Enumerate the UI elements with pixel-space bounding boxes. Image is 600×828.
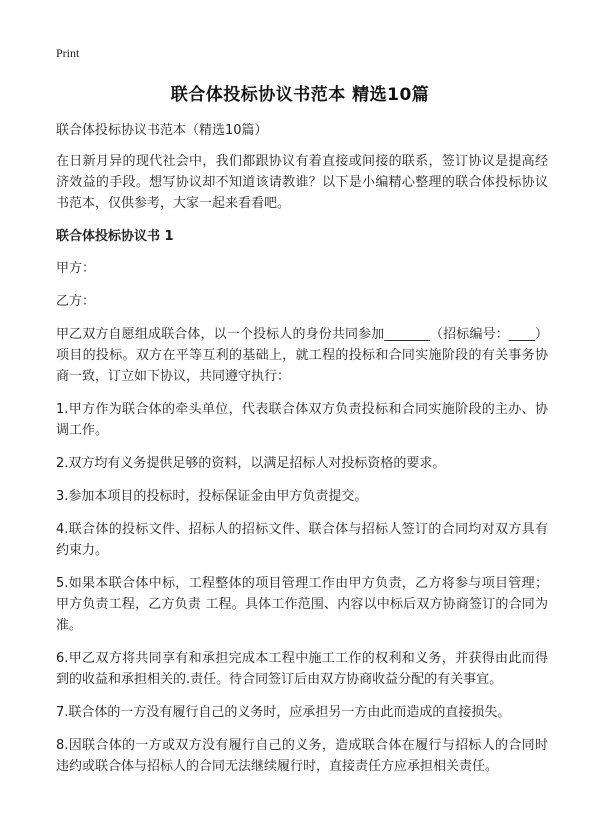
clause-item: 3.参加本项目的投标时，投标保证金由甲方负责提交。 bbox=[56, 489, 368, 504]
intro-paragraph: 在日新月异的现代社会中，我们都跟协议有着直接或间接的联系，签订协议是提高经济效益的手段。想写协议却不知道该请教谁？以下是小编精心整理的联合体投标协议书范本，仅供参考，大家一起来看看吧。 bbox=[56, 154, 548, 211]
document-subtitle: 联合体投标协议书范本（精选10篇） bbox=[56, 123, 268, 138]
party-a-label: 甲方： bbox=[56, 261, 96, 276]
clause-item: 1.甲方作为联合体的牵头单位，代表联合体双方负责投标和合同实施阶段的主办、协调工作。 bbox=[56, 402, 548, 438]
preamble-paragraph: 甲乙双方自愿组成联合体，以一个投标人的身份共同参加_______（招标编号：____）项目的投标。双方在平等互利的基础上，就工程的投标和合同实施阶段的有关事务协商一致，订立如下协议，共同遵守执行： bbox=[56, 327, 548, 384]
clause-item: 4.联合体的投标文件、招标人的招标文件、联合体与招标人签订的合同均对双方具有约束力。 bbox=[56, 522, 548, 558]
document-body bbox=[56, 120, 548, 789]
clause-item: 5.如果本联合体中标，工程整体的项目管理工作由甲方负责，乙方将参与项目管理；甲方负责工程，乙方负责 工程。具体工作范围、内容以中标后双方协商签订的合同为准。 bbox=[56, 576, 548, 633]
clause-item: 7.联合体的一方没有履行自己的义务时，应承担另一方由此而造成的直接损失。 bbox=[56, 705, 511, 720]
party-b-label: 乙方： bbox=[56, 294, 96, 309]
section-heading: 联合体投标协议书 1 bbox=[56, 229, 174, 244]
clause-item: 8.因联合体的一方或双方没有履行自己的义务，造成联合体在履行与招标人的合同时违约或联合体与招标人的合同无法继续履行时，直接责任方应承担相关责任。 bbox=[56, 738, 548, 774]
clause-item: 6.甲乙双方将共同享有和承担完成本工程中施工工作的权利和义务，并获得由此而得到的收益和承担相关的.责任。待合同签订后由双方协商收益分配的有关事宜。 bbox=[56, 651, 548, 687]
clause-item: 2.双方均有义务提供足够的资料，以满足招标人对投标资格的要求。 bbox=[56, 456, 446, 471]
print-label: Print bbox=[56, 46, 80, 60]
document-title: 联合体投标协议书范本 精选10篇 bbox=[170, 85, 430, 105]
